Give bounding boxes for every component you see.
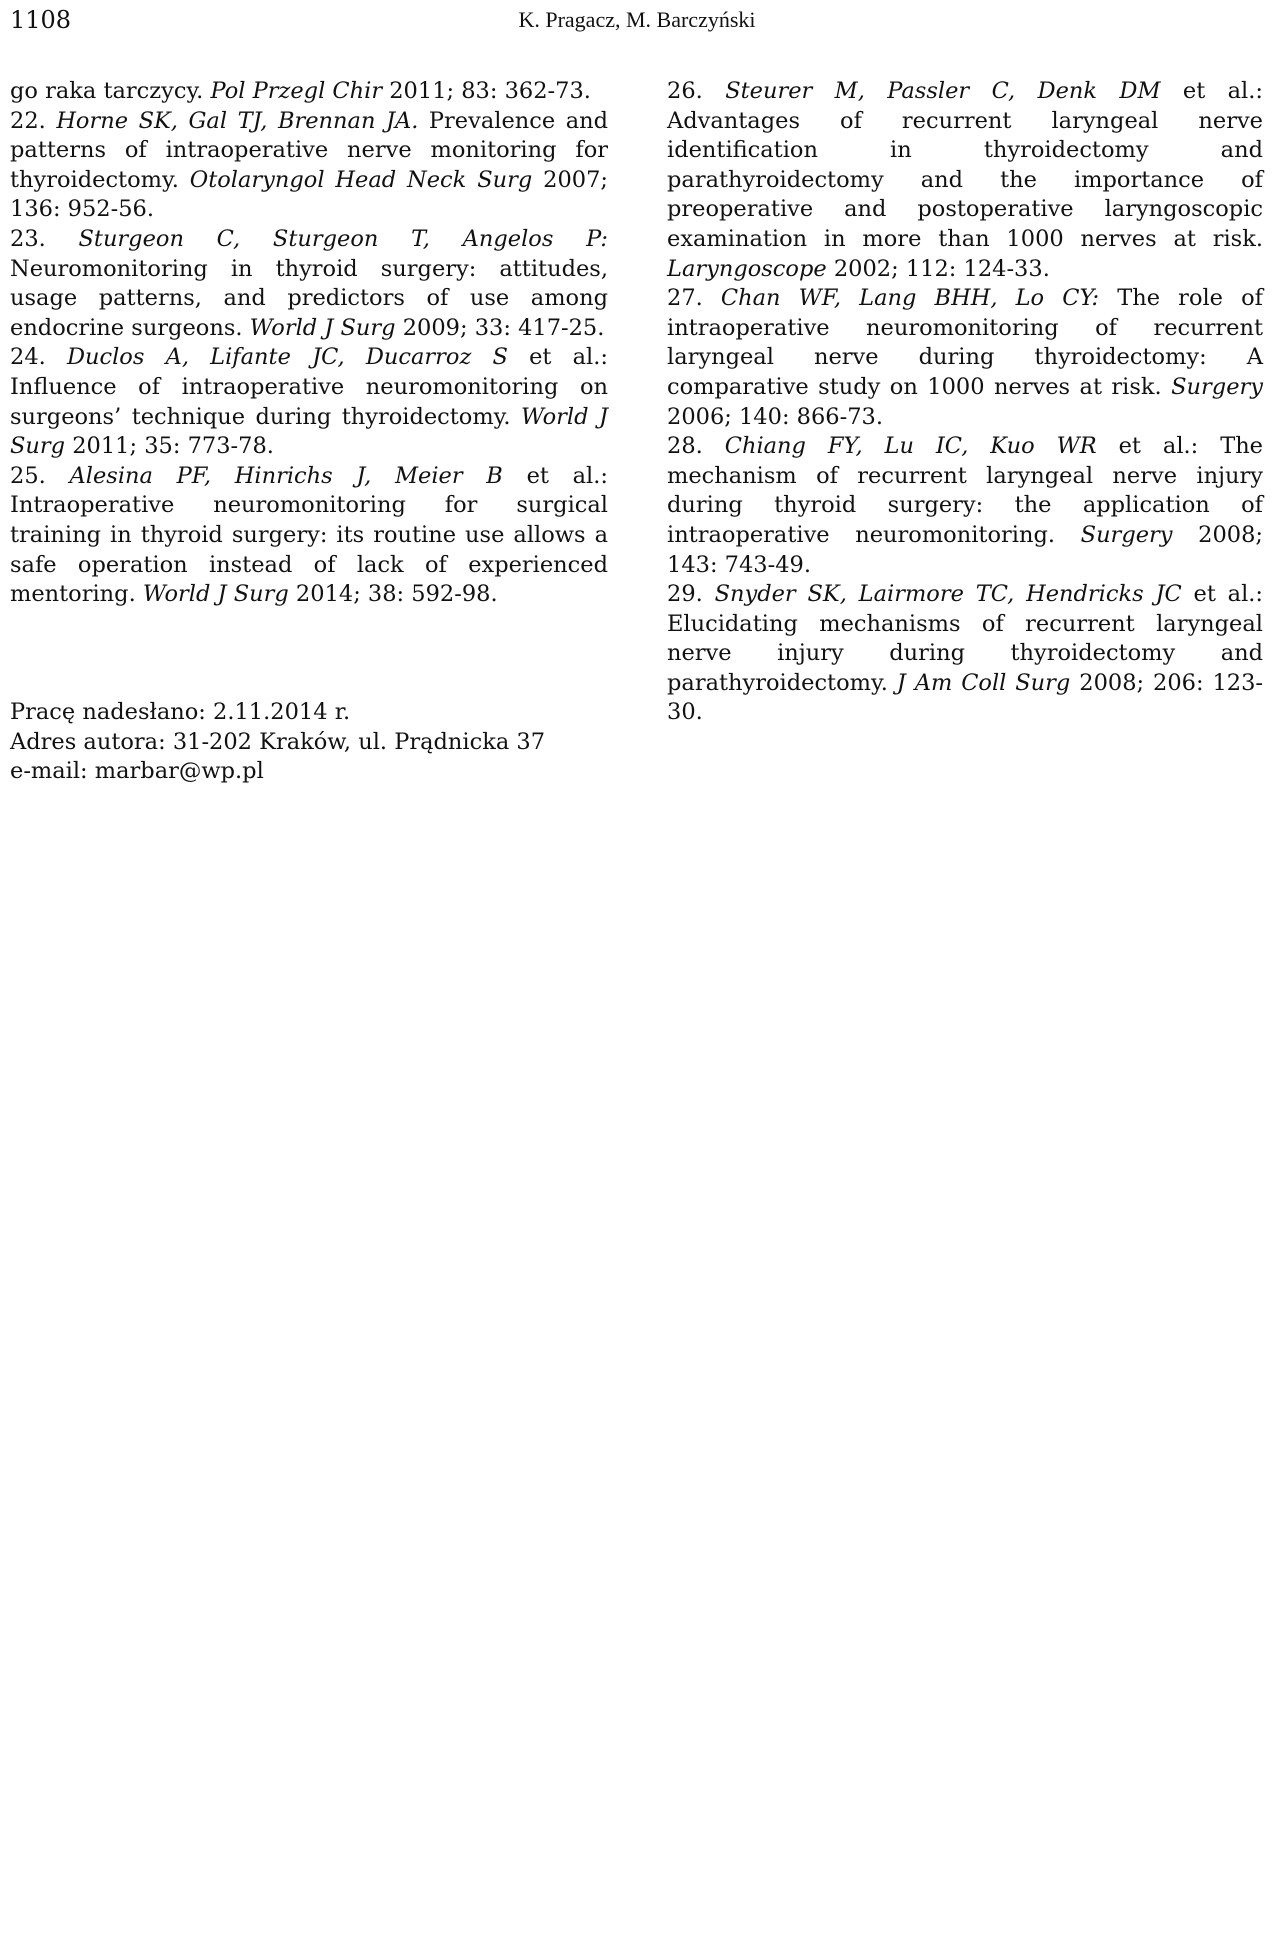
reference-authors: Steurer M, Passler C, Denk DM [725,78,1161,104]
reference-entry [667,77,1263,284]
reference-title: Prevalence and patterns of intraoperative nerve monitoring for thyroidectomy. [10,107,608,193]
page-number: 1108 [10,6,72,34]
reference-title: The role of intraoperative neuromonitoring of recurrent laryngeal nerve during thyroidectomy: A comparative study on 1000 nerves at risk. [667,285,1263,400]
reference-citation: 2008; 206: 123-30. [667,669,1264,726]
reference-number: 22. [10,107,57,134]
reference-citation: 2014; 38: 592-98. [288,581,498,608]
reference-number: 27. [667,285,721,312]
reference-title: et al.: The mechanism of recurrent laryngeal nerve injury during thyroid surgery: the application of intraoperative neuromonitoring. [667,433,1264,548]
reference-journal: Pol Przegl Chir [210,78,383,104]
reference-number: 26. [667,78,726,104]
reference-title: Neuromonitoring in thyroid surgery: attitudes, usage patterns, and predictors of use among endocrine surgeons. [10,255,608,341]
reference-authors: Horne SK, Gal TJ, Brennan JA. [56,107,419,134]
reference-citation: 2008; 143: 743-49. [667,521,1264,578]
reference-authors: Duclos A, Lifante JC, Ducarroz S [66,344,508,371]
reference-entry [10,462,608,610]
author-email: e-mail: marbar@wp.pl [10,758,264,785]
article-footer [10,698,710,787]
page-header [10,2,1264,38]
reference-citation: 2011; 83: 362-73. [382,78,591,104]
reference-citation: 2011; 35: 773-78. [65,433,274,460]
reference-journal: World J Surg [10,403,608,460]
reference-number: 25. [10,462,70,489]
reference-authors: Chiang FY, Lu IC, Kuo WR [724,433,1097,460]
reference-journal: World J Surg [249,314,396,341]
reference-citation: 2002; 112: 124-33. [826,255,1050,282]
reference-entry [10,343,608,461]
reference-title: et al.: Intraoperative neuromonitoring for surgical training in thyroid surgery: its routine use allows a safe operation instead of lack of experienced mentoring. [10,462,608,608]
reference-journal: J Am Coll Surg [896,669,1071,696]
reference-citation: 2007; 136: 952-56. [10,166,609,223]
reference-number: 28. [667,433,725,460]
reference-entry [10,107,608,225]
reference-title: et al.: Elucidating mechanisms of recurrent laryngeal nerve injury during thyroidectomy and parathyroidectomy. [667,581,1264,696]
reference-journal: Otolaryngol Head Neck Surg [189,166,533,193]
reference-citation: 2009; 33: 417-25. [395,314,605,341]
reference-title: et al.: Advantages of recurrent laryngeal nerve identification in thyroidectomy and parathyroidectomy and the importance of preoperative and postoperative laryngoscopic examination in more than 1000 nerves at risk. [667,78,1263,252]
reference-continuation [10,77,608,107]
author-address: Adres autora: 31-202 Kraków, ul. Prądnicka 37 [10,728,546,755]
reference-journal: Surgery [1171,373,1263,400]
reference-number: go raka tarczycy. [10,78,211,104]
reference-authors: Alesina PF, Hinrichs J, Meier B [69,462,503,489]
received-date: Pracę nadesłano: 2.11.2014 r. [10,699,351,725]
references-right-column [667,77,1263,728]
reference-citation: 2006; 140: 866-73. [667,403,884,430]
reference-entry [667,432,1263,580]
reference-entry [667,580,1263,728]
reference-authors: Chan WF, Lang BHH, Lo CY: [720,285,1100,312]
reference-journal: World J Surg [142,581,289,608]
reference-title: et al.: Influence of intraoperative neuromonitoring on surgeons’ technique during thyroidectomy. [10,344,608,430]
reference-number: 24. [10,344,67,371]
references-left-column [10,77,608,610]
reference-number: 29. [667,581,715,608]
reference-entry [10,225,608,343]
reference-entry [667,284,1263,432]
running-head-authors: K. Pragacz, M. Barczyński [518,7,756,32]
reference-authors: Snyder SK, Lairmore TC, Hendricks JC [714,581,1182,608]
reference-authors: Sturgeon C, Sturgeon T, Angelos P: [78,225,608,252]
reference-journal: Laryngoscope [667,255,827,282]
reference-number: 23. [10,225,79,252]
reference-journal: Surgery [1080,521,1173,548]
